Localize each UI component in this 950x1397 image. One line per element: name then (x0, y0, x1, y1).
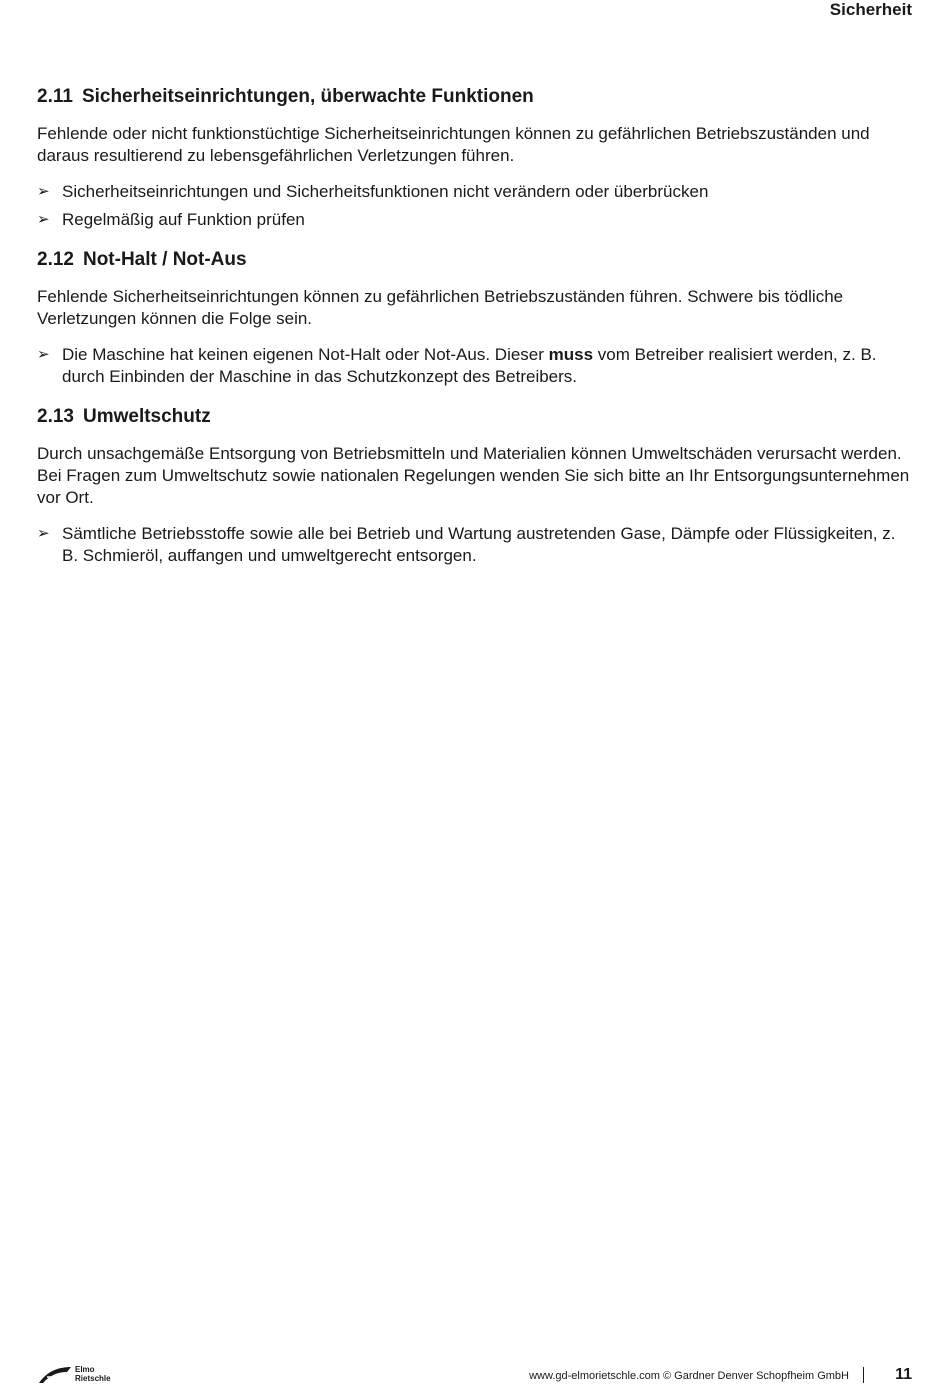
page-number: 11 (895, 1366, 912, 1383)
section-paragraph: Fehlende Sicherheitseinrichtungen können zu gefährlichen Betriebszuständen führen. Schwere bis tödliche Verletzungen können die Folge sein. (37, 287, 844, 328)
bullet-list (37, 181, 915, 231)
section-paragraph: Fehlende oder nicht funktionstüchtige Sicherheitseinrichtungen können zu gefährlichen Betriebszuständen und daraus resultierend zu lebensgefährlichen Verletzungen führen. (37, 124, 870, 165)
list-item-text: Sicherheitseinrichtungen und Sicherheitsfunktionen nicht verändern oder überbrücken (62, 182, 709, 201)
section-number: 2.11 (37, 86, 73, 107)
section-number: 2.12 (37, 249, 74, 270)
logo-line-1: Elmo (75, 1365, 95, 1374)
section-paragraph: Durch unsachgemäße Entsorgung von Betriebsmitteln und Materialien können Umweltschäden verursacht werden. Bei Fragen zum Umweltschutz sowie nationalen Regelungen wenden Sie sich bitte an Ihr Entsorgungsunternehmen vor Ort. (37, 444, 910, 507)
section-title: Not-Halt / Not-Aus (82, 249, 247, 270)
brand-logo (37, 1365, 127, 1387)
arrowhead-right-icon: ➢ (37, 346, 50, 363)
footer-divider (863, 1367, 864, 1383)
section-heading (37, 247, 915, 273)
list-item (37, 344, 915, 388)
list-item-text-bold: muss (548, 345, 594, 364)
list-item-text: Regelmäßig auf Funktion prüfen (62, 210, 305, 229)
list-item (37, 181, 915, 203)
section-title: Sicherheitseinrichtungen, überwachte Funktionen (81, 86, 534, 107)
page-header-title: Sicherheit (829, 0, 912, 19)
logo-line-2: Rietschle (75, 1374, 111, 1383)
bullet-list (37, 523, 915, 567)
bullet-list (37, 344, 915, 388)
list-item-text-after: vom Betreiber realisiert werden, z. B. durch Einbinden der Maschine in das Schutzkonzept des Betreibers. (62, 345, 877, 386)
list-item (37, 523, 915, 567)
document-content (37, 84, 915, 583)
arrowhead-right-icon: ➢ (37, 525, 50, 542)
section-heading (37, 84, 915, 110)
footer-copyright: www.gd-elmorietschle.com © Gardner Denver Schopfheim GmbH (529, 1370, 849, 1382)
logo-wordmark (75, 1365, 111, 1383)
arrowhead-right-icon: ➢ (37, 211, 50, 228)
list-item (37, 209, 915, 231)
page-footer (0, 1360, 950, 1390)
list-item-text: Sämtliche Betriebsstoffe sowie alle bei Betrieb und Wartung austretenden Gase, Dämpfe oder Flüssigkeiten, z. B. Schmieröl, auffangen und umweltgerecht entsorgen. (62, 524, 896, 565)
arrowhead-right-icon: ➢ (37, 183, 50, 200)
section-2-12 (37, 247, 915, 388)
section-title: Umweltschutz (82, 406, 211, 427)
section-heading (37, 404, 915, 430)
section-2-13 (37, 404, 915, 567)
list-item-text-before: Die Maschine hat keinen eigenen Not-Halt oder Not-Aus. Dieser (62, 345, 549, 364)
section-number: 2.13 (37, 406, 74, 427)
section-2-11 (37, 84, 915, 231)
brand-swoosh-icon (37, 1365, 73, 1385)
